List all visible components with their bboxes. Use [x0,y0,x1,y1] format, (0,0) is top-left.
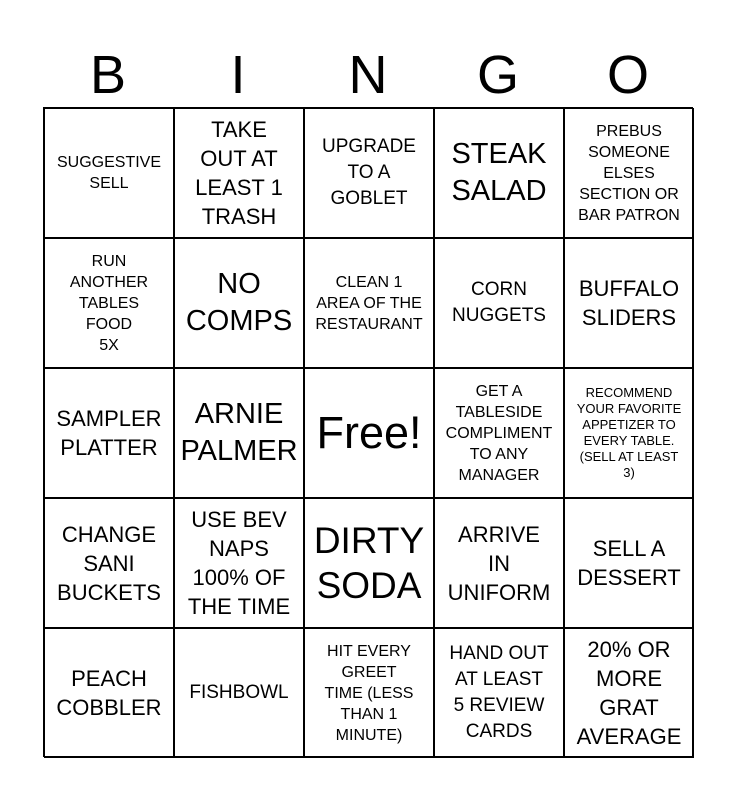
bingo-grid [43,107,693,757]
cell-text: PREBUS SOMEONE ELSES SECTION OR BAR PATRON [578,122,680,224]
bingo-cell-r4-c2[interactable] [174,498,304,628]
cell-text: 20% OR MORE GRAT AVERAGE [576,637,682,749]
cell-text: PEACH COBBLER [56,666,162,720]
bingo-cell-r5-c1[interactable] [44,628,174,758]
cell-text: Free! [316,407,422,458]
bingo-cell-r3-c5[interactable] [564,368,694,498]
cell-text: SAMPLER PLATTER [56,406,162,460]
bingo-cell-r4-c4[interactable] [434,498,564,628]
cell-text: TAKE OUT AT LEAST 1 TRASH [195,117,283,229]
cell-text: DIRTY SODA [313,520,425,606]
header-letter-g: G [476,45,519,105]
cell-text: STEAK SALAD [451,138,547,207]
bingo-header [43,44,693,106]
bingo-cell-r4-c1[interactable] [44,498,174,628]
cell-text: UPGRADE TO A GOBLET [322,136,416,209]
cell-text: ARNIE PALMER [180,398,298,467]
cell-text: GET A TABLESIDE COMPLIMENT TO ANY MANAGER [445,382,553,484]
cell-text: CLEAN 1 AREA OF THE RESTAURANT [315,273,423,333]
bingo-cell-r5-c5[interactable] [564,628,694,758]
bingo-cell-r2-c3[interactable] [304,238,434,368]
bingo-cell-r5-c2[interactable] [174,628,304,758]
cell-text: NO COMPS [185,268,293,337]
bingo-cell-r3-c4[interactable] [434,368,564,498]
cell-text: HAND OUT AT LEAST 5 REVIEW CARDS [449,643,549,742]
bingo-cell-r3-c1[interactable] [44,368,174,498]
cell-text: SELL A DESSERT [577,536,681,590]
bingo-cell-r1-c4[interactable] [434,108,564,238]
bingo-cell-r4-c5[interactable] [564,498,694,628]
cell-text: RUN ANOTHER TABLES FOOD 5X [69,252,149,354]
header-letter-i: I [230,45,246,105]
bingo-cell-r1-c5[interactable] [564,108,694,238]
cell-text: SUGGESTIVE SELL [56,154,162,192]
cell-text: USE BEV NAPS 100% OF THE TIME [187,507,291,619]
bingo-cell-r1-c2[interactable] [174,108,304,238]
bingo-cell-r5-c3[interactable] [304,628,434,758]
bingo-cell-r2-c2[interactable] [174,238,304,368]
cell-text: ARRIVE IN UNIFORM [447,521,551,605]
bingo-cell-r3-c2[interactable] [174,368,304,498]
bingo-cell-r2-c5[interactable] [564,238,694,368]
bingo-cell-r4-c3[interactable] [304,498,434,628]
bingo-cell-r2-c1[interactable] [44,238,174,368]
header-letter-o: O [606,45,649,105]
bingo-cell-r1-c3[interactable] [304,108,434,238]
cell-text: HIT EVERY GREET TIME (LESS THAN 1 MINUTE) [324,642,414,744]
cell-text: BUFFALO SLIDERS [578,276,680,330]
bingo-cell-r5-c4[interactable] [434,628,564,758]
cell-text: FISHBOWL [189,682,289,703]
bingo-cell-free[interactable] [304,368,434,498]
bingo-cell-r1-c1[interactable] [44,108,174,238]
header-letter-n: N [348,45,388,105]
bingo-cell-r2-c4[interactable] [434,238,564,368]
cell-text: CORN NUGGETS [452,279,546,326]
cell-text: RECOMMEND YOUR FAVORITE APPETIZER TO EVERY TABLE. (SELL AT LEAST 3) [576,385,682,480]
cell-text: CHANGE SANI BUCKETS [57,521,161,605]
header-letter-b: B [89,45,127,105]
